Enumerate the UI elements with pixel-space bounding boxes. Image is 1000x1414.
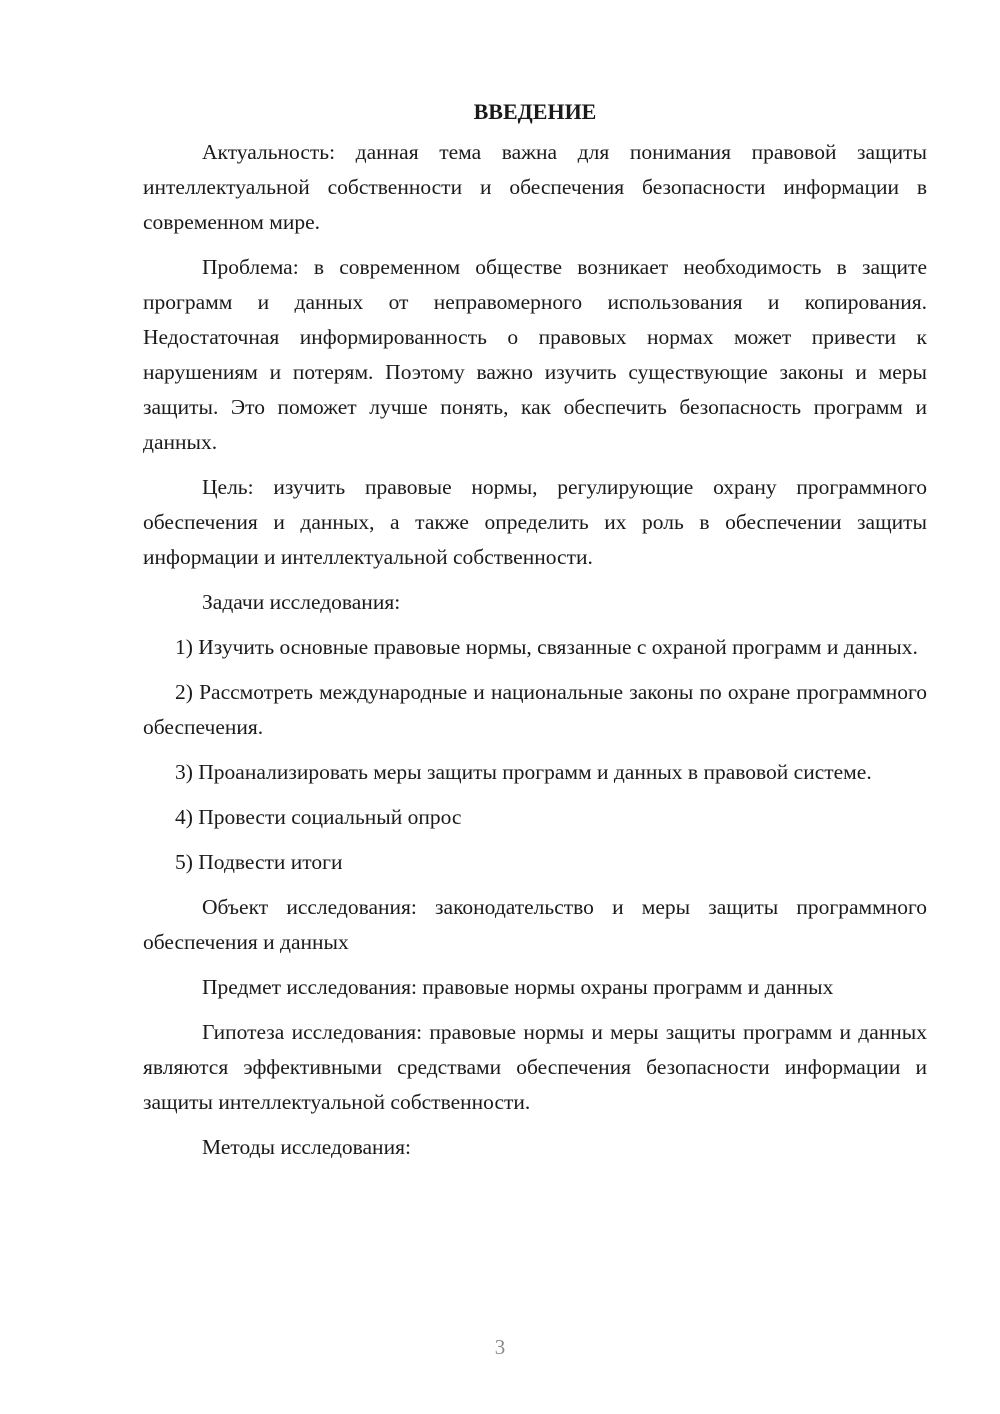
- relevance-paragraph: Актуальность: данная тема важна для понимания правовой защиты интеллектуальной собственности и обеспечения безопасности информации в современном мире.: [143, 140, 927, 234]
- page-body: [143, 94, 927, 1175]
- page-number: 3: [494, 1335, 506, 1359]
- problem-paragraph: Проблема: в современном обществе возникает необходимость в защите программ и данных от неправомерного использования и копирования. Недостаточная информированность о правовых нормах может привести к нарушениям и потерям. Поэтому важно изучить существующие законы и меры защиты. Это поможет лучше понять, как обеспечить безопасность программ и данных.: [143, 255, 927, 454]
- tasks-heading: Задачи исследования:: [202, 590, 401, 614]
- task-item-3: 3) Проанализировать меры защиты программ и данных в правовой системе.: [175, 760, 872, 784]
- hypothesis-paragraph: Гипотеза исследования: правовые нормы и меры защиты программ и данных являются эффективными средствами обеспечения безопасности информации и защиты интеллектуальной собственности.: [143, 1020, 927, 1114]
- task-item-1: 1) Изучить основные правовые нормы, связанные с охраной программ и данных.: [175, 635, 918, 659]
- task-item-4: 4) Провести социальный опрос: [175, 805, 462, 829]
- task-item-5: 5) Подвести итоги: [175, 850, 343, 874]
- object-paragraph: Объект исследования: законодательство и меры защиты программного обеспечения и данных: [143, 895, 927, 954]
- goal-paragraph: Цель: изучить правовые нормы, регулирующие охрану программного обеспечения и данных, а также определить их роль в обеспечении защиты информации и интеллектуальной собственности.: [143, 475, 927, 569]
- section-heading: ВВЕДЕНИЕ: [473, 99, 597, 124]
- methods-heading: Методы исследования:: [202, 1135, 411, 1159]
- subject-paragraph: Предмет исследования: правовые нормы охраны программ и данных: [202, 975, 834, 999]
- task-item-2: 2) Рассмотреть международные и национальные законы по охране программного обеспечения.: [143, 680, 927, 739]
